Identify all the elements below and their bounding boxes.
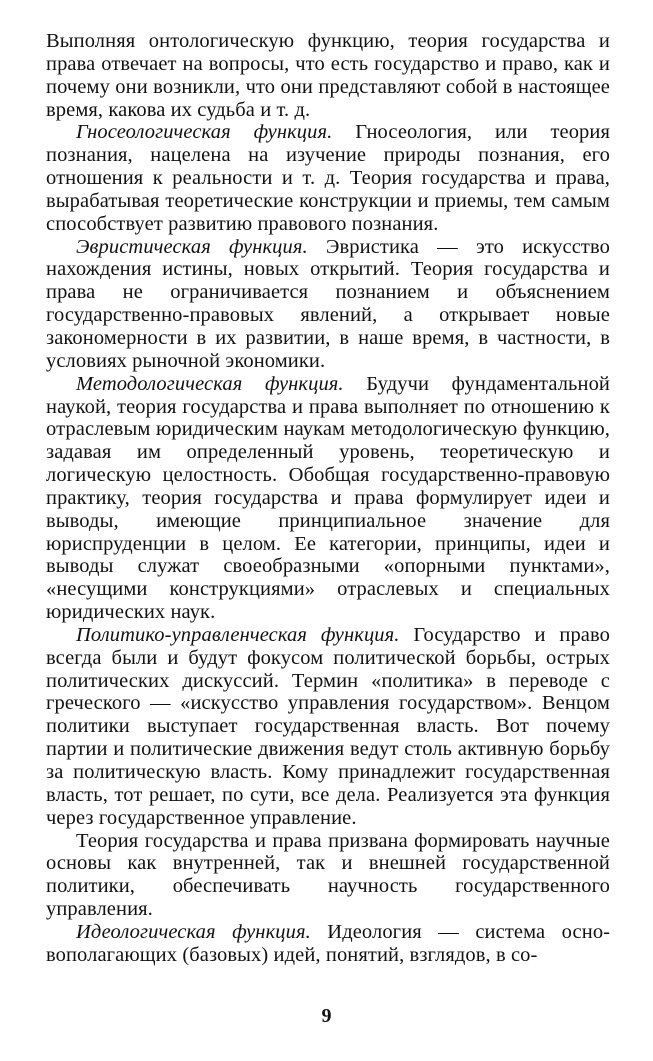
paragraph-lead: Идеологическая функция. — [76, 920, 311, 943]
paragraph-text: Теория государства и права призвана формировать научные основы как внутренней, так и внешней государственной политики, обеспечивать научность государственного управления. — [46, 829, 610, 921]
paragraph-lead: Гносеологическая функция. — [76, 121, 333, 144]
paragraph-text: Гносеология, или теория познания, нацелена на изучение природы познания, его отношения к реальности и т. д. Теория государства и права, вырабатывая теоретические конструкции и приемы, тем самым способствует развитию правового познания. — [46, 121, 610, 235]
paragraph-political — [46, 624, 610, 830]
paragraph-gnoseological — [46, 121, 610, 235]
paragraph-lead: Методологическая функция. — [76, 372, 344, 395]
paragraph-heuristic — [46, 236, 610, 373]
page-body — [46, 30, 610, 967]
paragraph-ideological — [46, 921, 610, 967]
paragraph-lead: Политико-управленческая функция. — [76, 623, 400, 646]
paragraph-text: Идеология — система основополагающих (базовых) идей, понятий, взглядов, в со- — [46, 920, 610, 966]
page-number: 9 — [321, 1005, 332, 1027]
paragraph-text: Выполняя онтологическую функцию, теория государства и права отвечает на вопросы, что есть государство и право, как и почему они возникли, что они представляют собой в настоящее время, какова их судьба и т. д. — [46, 30, 610, 121]
paragraph-ontological — [46, 30, 610, 121]
paragraph-text: Эвристика — это искусство нахождения истины, новых открытий. Теория государства и права не ограничивается познанием и объяснением государственно-правовых явлений, а открывает новые закономерности в их развитии, в наше время, в частности, в условиях рыночной экономики. — [46, 235, 610, 372]
paragraph-text: Государство и право всегда были и будут фокусом политической борьбы, острых политических дискуссий. Термин «политика» в переводе с греческого — «искусство управления государством». Венцом политики выступает государственная власть. Вот почему партии и политические движения ведут столь активную борьбу за политическую власть. Кому принадлежит государственная власть, тот решает, по сути, все дела. Реализуется эта функция через государственное управление. — [46, 623, 610, 829]
paragraph-lead: Эвристическая функция. — [76, 235, 308, 258]
paragraph-methodological — [46, 373, 610, 624]
paragraph-policy — [46, 830, 610, 921]
paragraph-text: Будучи фундаментальной наукой, теория государства и права выполняет по отношению к отраслевым юридическим наукам методологическую функцию, задавая им определенный уровень, теоретическую и логическую целостность. Обобщая государственно-правовую практику, теория государства и права формулирует идеи и выводы, имеющие принципиальное значение для юриспруденции в целом. Ее категории, принципы, идеи и выводы служат своеобразными «опорными пунктами», «несущими конструкциями» отраслевых и специальных юридических наук. — [46, 372, 610, 624]
